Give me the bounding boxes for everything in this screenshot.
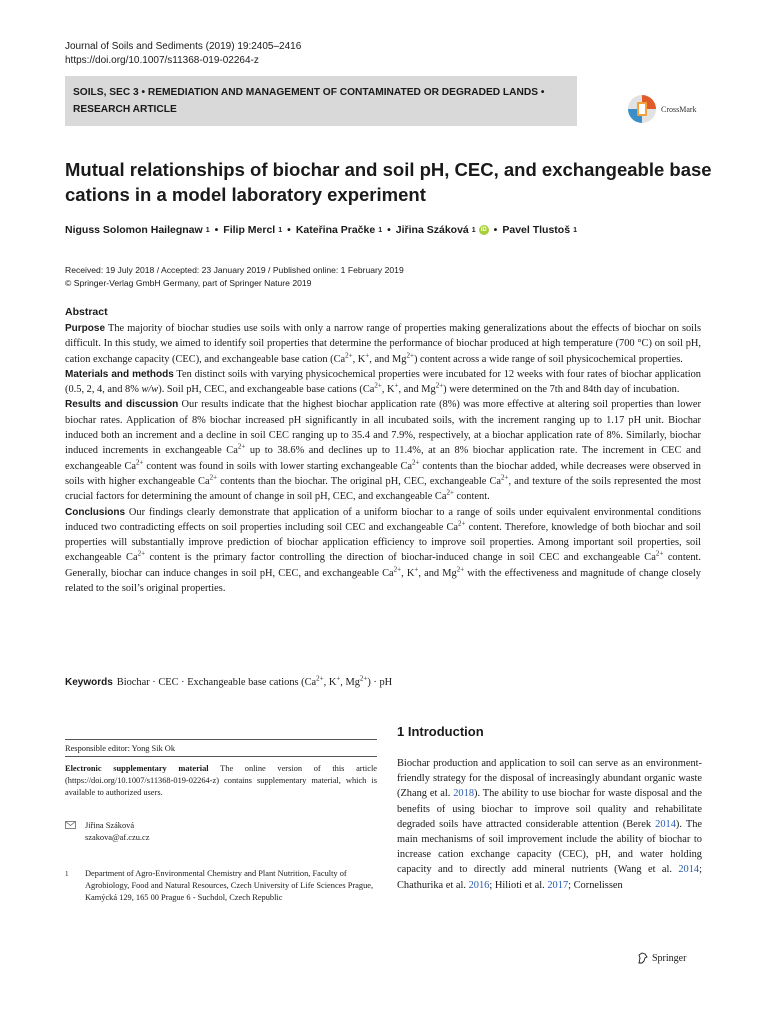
supplementary-note: [65, 763, 377, 799]
affiliation: [65, 868, 377, 904]
separator: •: [493, 224, 498, 236]
author-name[interactable]: Kateřina Pračke: [295, 224, 376, 236]
crossmark-label: CrossMark: [661, 104, 697, 114]
introduction-paragraph: Biochar production and application to soil can serve as an environment-friendly strategy for the disposal of increasingly abundant organic waste (Zhang et al. 2018). The ability to use biochar for waste disposal and the benefits of using biochar to improve soil quality and rehabilitate degraded soils have attracted considerable attention (Berek 2014). The main mechanisms of soil improvement include the ability of biochar to increase cation exchange capacity (CEC), pH, and water holding capacity and to directly add mineral nutrients (Wang et al. 2014; Chathurika et al. 2016; Hilioti et al. 2017; Cornelissen: [397, 758, 702, 891]
author-name[interactable]: Jiřina Száková: [395, 224, 469, 236]
keywords-text: ) · pH: [367, 677, 393, 688]
copyright-line: © Springer-Verlag GmbH Germany, part of Springer Nature 2019: [65, 278, 312, 288]
corresponding-author: [65, 820, 377, 844]
journal-citation: Journal of Soils and Sediments (2019) 19:2405–2416: [65, 41, 302, 52]
author-affiliation-sup: 1: [205, 226, 210, 234]
contact-name: Jiřina Száková: [85, 821, 135, 830]
springer-horse-icon: [637, 952, 649, 964]
publisher-logo: [637, 952, 686, 964]
author-list: [65, 224, 715, 236]
author-affiliation-sup: 1: [278, 226, 283, 234]
responsible-editor: Responsible editor: Yong Sik Ok: [65, 744, 176, 753]
section-banner: [65, 76, 577, 126]
author-name[interactable]: Pavel Tlustoš: [502, 224, 571, 236]
contact-email[interactable]: szakova@af.czu.cz: [85, 833, 150, 842]
keywords-text: Biochar · CEC · Exchangeable base cations (Ca: [116, 677, 317, 688]
footnote-divider: [65, 739, 377, 740]
orcid-icon[interactable]: iD: [480, 227, 487, 233]
abstract-heading: Abstract: [65, 306, 108, 318]
abstract-conclusions: Conclusions Our findings clearly demonstrate that application of a uniform biochar to a range of soils under equivalent environmental conditions induced two contradicting effects on soil properties including soil CEC and exchangeable $Ca^{2+}$ content. Therefore, knowledge of both biochar and soil properties will substantially improve prediction of biochar application efficiency to improve soil properties. Among important soil properties, soil exchangeable $Ca^{2+}$ content is the primary factor controlling the direction of biochar-induced change in soil CEC and exchangeable $Ca^{2+}$ content. Generally, biochar can induce changes in soil pH, CEC, and exchangeable $Ca^{2+}$, K+, and $Mg^{2+}$ with the effectiveness and magnitude of change closely related to the soil’s original properties.: [65, 506, 701, 595]
affiliation-number: 1: [65, 870, 69, 878]
superscript: +: [336, 674, 341, 683]
results-label: Results and discussion: [65, 399, 179, 411]
banner-line-2: RESEARCH ARTICLE: [73, 104, 177, 115]
methods-label: Materials and methods: [65, 368, 174, 380]
abstract-body: [65, 321, 701, 596]
author-name[interactable]: Filip Mercl: [223, 224, 276, 236]
separator: •: [214, 224, 219, 236]
purpose-label: Purpose: [65, 323, 106, 334]
keywords-text: , K: [323, 677, 337, 688]
esm-label: Electronic supplementary material: [65, 764, 209, 773]
section-heading-introduction: 1 Introduction: [397, 724, 484, 739]
crossmark-icon: [627, 94, 657, 124]
author-affiliation-sup: 1: [471, 226, 476, 234]
author-affiliation-sup: 1: [378, 226, 383, 234]
publication-dates: [65, 264, 404, 290]
keywords-text: , Mg: [340, 677, 360, 688]
affiliation-text: Department of Agro-Environmental Chemistry and Plant Nutrition, Faculty of Agrobiology, Food and Natural Resources, Czech University of Life Sciences Prague, Kamýcká 129, 165 00 Prague 6 - Suchdol, Czech Republic: [85, 869, 374, 902]
keywords-label: Keywords: [65, 677, 113, 688]
esm-text: The online version of this article (https://doi.org/10.1007/s11368-019-02264-z) contains supplementary material, which is available to authorized users.: [65, 764, 377, 797]
author-name[interactable]: Niguss Solomon Hailegnaw: [65, 224, 203, 236]
abstract-methods: Materials and methods Ten distinct soils with varying physicochemical properties were incubated for 12 weeks with four rates of biochar application (0.5, 2, 4, and 8% w/w). Soil pH, CEC, and exchangeable base cations ($Ca^{2+}$, K+, and $Mg^{2+}$) were determined on the 7th and 84th day of incubation.: [65, 368, 702, 396]
doi-link[interactable]: https://doi.org/10.1007/s11368-019-02264-z: [65, 55, 259, 66]
keywords: [65, 674, 393, 688]
abstract-results: Results and discussion Our results indicate that the highest biochar application rate (8%) was more effective at altering soil properties than lower biochar rates. Application of 8% biochar increased pH significantly in all incubated soils, with the increment ranging up to 1.17 pH unit. Biochar induced both an increment and a decline in soil CEC ranging up to 35.4 and 7.9%, respectively, at a biochar application rate of 8%. Similarly, biochar induced increments in exchangeable $Ca^{2+}$ up to 38.6% and declines up to 11.4%, at an 8% biochar application rate. The increment in CEC and exchangeable $Ca^{2+}$ content was found in soils with lower starting exchangeable $Ca^{2+}$ contents than the biochar added, while decreases were observed in soils with higher exchangeable $Ca^{2+}$ contents than the biochar. The original pH, CEC, exchangeable $Ca^{2+}$, and texture of the soils represented the most crucial factors for determining the amount of change in soil pH, CEC, and exchangeable $Ca^{2+}$ content.: [65, 399, 701, 503]
separator: •: [287, 224, 291, 236]
footnote-divider: [65, 756, 377, 757]
article-title: Mutual relationships of biochar and soil pH, CEC, and exchangeable base cations in a model laboratory experiment: [65, 159, 712, 205]
journal-header: [65, 40, 301, 68]
superscript: 2+: [359, 674, 368, 683]
superscript: 2+: [316, 674, 324, 683]
author-affiliation-sup: 1: [573, 226, 577, 234]
banner-line-1: SOILS, SEC 3 • REMEDIATION AND MANAGEMENT OF CONTAMINATED OR DEGRADED LANDS •: [73, 87, 545, 98]
envelope-icon: [65, 820, 85, 844]
crossmark-button[interactable]: [627, 94, 697, 124]
publisher-name: Springer: [652, 952, 687, 964]
abstract-purpose: Purpose The majority of biochar studies use soils with only a narrow range of properties making generalizations about the effects of biochar on soils difficult. In this study, we aimed to identify soil properties that determine the performance of biochar produced at high temperature (700 °C) on soil pH, cation exchange capacity (CEC), and exchangeable base cation ($Ca^{2+}$, K+, and $Mg^{2+}$) content across a wide range of soil physicochemical properties.: [65, 323, 701, 365]
separator: •: [387, 224, 391, 236]
history-dates: Received: 19 July 2018 / Accepted: 23 January 2019 / Published online: 1 February 2019: [65, 265, 404, 275]
conclusions-label: Conclusions: [65, 506, 126, 518]
